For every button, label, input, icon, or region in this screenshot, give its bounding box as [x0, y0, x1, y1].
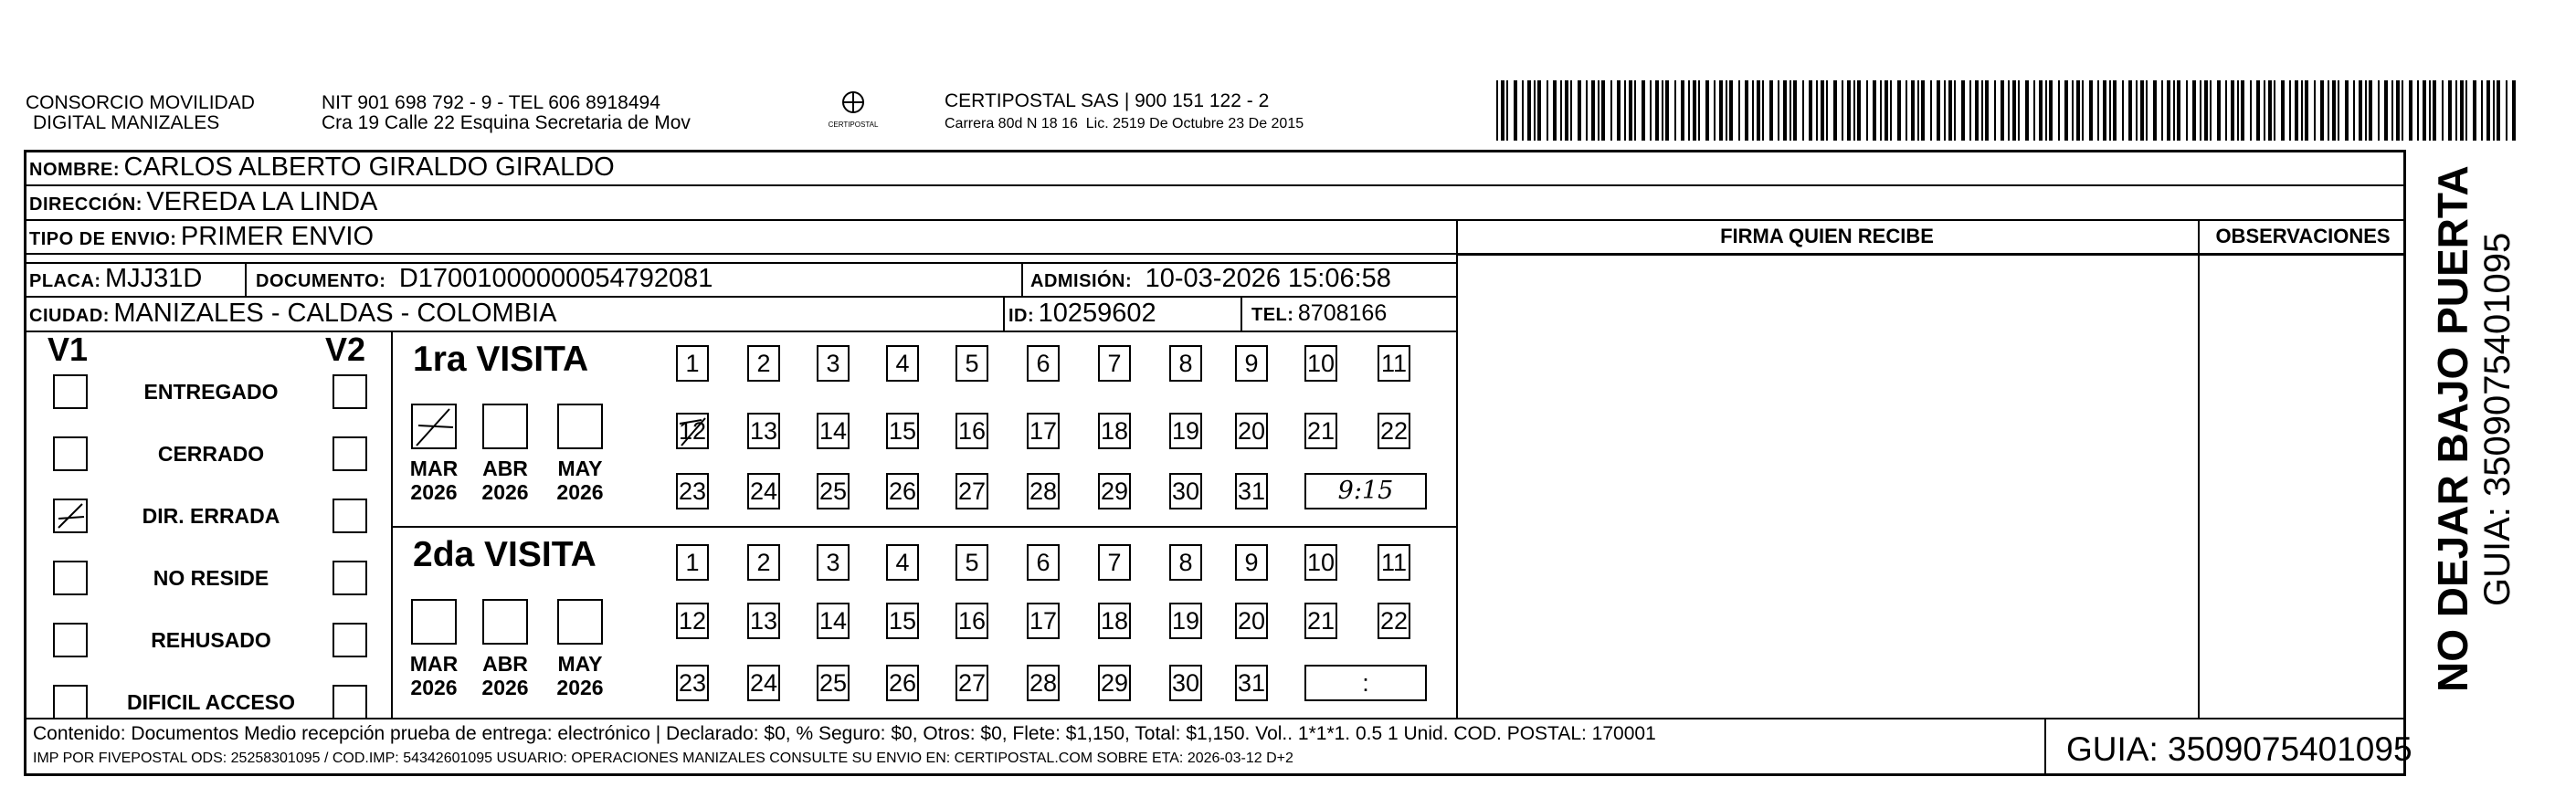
v1-header: V1 — [48, 331, 89, 368]
name-label: NOMBRE: — [29, 160, 121, 180]
visit2-day-box[interactable]: 29 — [1098, 665, 1131, 701]
sender-name-line2: DIGITAL MANIZALES — [33, 112, 220, 133]
visit1-day-box[interactable]: 15 — [886, 413, 919, 449]
visit2-month-label: ABR — [482, 652, 528, 676]
admission-row — [1030, 263, 1391, 299]
visit1-day-box[interactable]: 13 — [747, 413, 780, 449]
visit1-day-box[interactable]: 14 — [817, 413, 850, 449]
visit2-month-label: MAY — [557, 652, 603, 676]
visit2-day-box[interactable]: 17 — [1027, 603, 1060, 639]
visit1-year-label: 2026 — [556, 480, 604, 504]
visit1-day-box[interactable]: 4 — [886, 345, 919, 382]
visit1-day-box[interactable]: 30 — [1169, 473, 1202, 509]
visit1-day-box[interactable]: 2 — [747, 345, 780, 382]
plate-row — [29, 263, 202, 299]
courier-line: CERTIPOSTAL SAS | 900 151 122 - 2 — [945, 90, 1270, 111]
visit1-day-box[interactable]: 25 — [817, 473, 850, 509]
city-value: MANIZALES - CALDAS - COLOMBIA — [113, 299, 557, 328]
visit1-month-label: MAR — [409, 457, 459, 480]
logo-text: CERTIPOSTAL — [828, 121, 879, 129]
visit1-day-box[interactable]: 6 — [1027, 345, 1060, 382]
document-value: D17001000000054792081 — [398, 264, 713, 293]
city-row — [29, 298, 556, 333]
col-divider — [1456, 219, 1458, 718]
visit1-day-box[interactable]: 7 — [1098, 345, 1131, 382]
visit2-year-label: 2026 — [410, 676, 458, 699]
admission-value: 10-03-2026 15:06:58 — [1145, 264, 1391, 293]
name-row — [29, 152, 615, 187]
col-divider — [2198, 219, 2200, 718]
row-divider — [26, 219, 2406, 221]
sender-name-line1: CONSORCIO MOVILIDAD — [26, 92, 255, 113]
visit2-time-box[interactable]: : — [1304, 665, 1427, 701]
courier-address: Carrera 80d N 18 16 Lic. 2519 De Octubre 23 De 2015 — [945, 116, 1304, 131]
v2-checkbox-1[interactable] — [333, 374, 367, 409]
tel-row — [1251, 298, 1387, 332]
visit2-year-label: 2026 — [556, 676, 604, 699]
visit2-day-box[interactable]: 3 — [817, 544, 850, 581]
visit1-day-box[interactable]: 9 — [1235, 345, 1268, 382]
tel-value: 8708166 — [1297, 300, 1388, 326]
document-label: DOCUMENTO: — [256, 271, 386, 291]
v1-checkbox-3[interactable] — [53, 499, 88, 533]
visit1-title: 1ra VISITA — [413, 340, 589, 379]
v2-checkbox-6[interactable] — [333, 685, 367, 719]
visit1-day-box[interactable]: 17 — [1027, 413, 1060, 449]
sender-address-line: Cra 19 Calle 22 Esquina Secretaria de Mov — [322, 112, 691, 133]
visit2-day-box[interactable]: 6 — [1027, 544, 1060, 581]
col-divider — [245, 262, 247, 296]
visit2-day-box[interactable]: 16 — [955, 603, 988, 639]
visit1-day-box[interactable]: 27 — [955, 473, 988, 509]
v1-checkbox-2[interactable] — [53, 436, 88, 471]
visit1-day-box[interactable]: 16 — [955, 413, 988, 449]
col-divider — [2044, 718, 2046, 776]
visit1-day-box[interactable]: 3 — [817, 345, 850, 382]
v2-checkbox-4[interactable] — [333, 561, 367, 595]
visit1-day-box[interactable]: 11 — [1378, 345, 1410, 382]
visit2-day-box[interactable]: 4 — [886, 544, 919, 581]
visit2-day-box[interactable]: 28 — [1027, 665, 1060, 701]
visit1-month-label: ABR — [482, 457, 528, 480]
no-dejar-warning: NO DEJAR BAJO PUERTA — [2429, 165, 2476, 692]
v2-checkbox-2[interactable] — [333, 436, 367, 471]
side-guide-number: GUIA: 3509075401095 — [2477, 232, 2518, 606]
visit1-day-box[interactable]: 21 — [1304, 413, 1337, 449]
visit2-day-box[interactable]: 14 — [817, 603, 850, 639]
certipostal-logo — [828, 86, 879, 137]
shipping-type-label: TIPO DE ENVIO: — [29, 229, 177, 249]
visit2-day-box[interactable]: 2 — [747, 544, 780, 581]
visit2-day-box[interactable]: 9 — [1235, 544, 1268, 581]
nit-line: NIT 901 698 792 - 9 - TEL 606 8918494 — [322, 92, 660, 113]
col-divider — [391, 331, 393, 718]
print-line: IMP POR FIVEPOSTAL ODS: 25258301095 / COD.IMP: 54342601095 USUARIO: OPERACIONES MANIZALES CONSULTE SU ENVIO EN: CERTIPOSTAL.COM SOBRE ETA: 2026-03-12 D+2 — [33, 751, 1293, 766]
v1-checkbox-6[interactable] — [53, 685, 88, 719]
visit1-day-box[interactable]: 26 — [886, 473, 919, 509]
visit1-day-box[interactable]: 8 — [1169, 345, 1202, 382]
visit1-time-box[interactable]: 9:15 — [1304, 473, 1427, 509]
address-value: VEREDA LA LINDA — [146, 187, 378, 216]
address-label: DIRECCIÓN: — [29, 194, 143, 215]
visit1-day-box[interactable]: 22 — [1378, 413, 1410, 449]
visit1-year-label: 2026 — [481, 480, 529, 504]
v1-checkbox-5[interactable] — [53, 623, 88, 657]
visit1-day-box[interactable]: 29 — [1098, 473, 1131, 509]
content-line: Contenido: Documentos Medio recepción prueba de entrega: electrónico | Declarado: $0, % Seguro: $0, Otros: $0, Flete: $1,150, Total: $1,150. Vol.. 1*1*1. 0.5 1 Unid. COD. POSTAL: 170001 — [33, 723, 1656, 744]
visit1-month-box[interactable] — [482, 404, 528, 449]
v2-header: V2 — [325, 331, 366, 368]
visit1-day-box[interactable]: 12 — [676, 413, 709, 449]
visit2-day-box[interactable]: 19 — [1169, 603, 1202, 639]
visit1-year-label: 2026 — [410, 480, 458, 504]
visit1-day-box[interactable]: 20 — [1235, 413, 1268, 449]
status-label: DIFICIL ACCESO — [126, 690, 295, 714]
address-row — [29, 186, 377, 222]
visit2-day-box[interactable]: 10 — [1304, 544, 1337, 581]
visit2-day-box[interactable]: 22 — [1378, 603, 1410, 639]
visit1-day-box[interactable]: 31 — [1235, 473, 1268, 509]
footer-guide-number: GUIA: 3509075401095 — [2066, 730, 2412, 768]
id-label: ID: — [1008, 306, 1035, 326]
visit-divider — [391, 526, 1456, 528]
shipping-type-value: PRIMER ENVIO — [180, 222, 375, 251]
visit2-day-box[interactable]: 24 — [747, 665, 780, 701]
visit2-day-box[interactable]: 31 — [1235, 665, 1268, 701]
status-label: DIR. ERRADA — [142, 504, 280, 528]
visit2-day-box[interactable]: 1 — [676, 544, 709, 581]
visit1-month-box[interactable] — [411, 404, 457, 449]
visit2-day-box[interactable]: 30 — [1169, 665, 1202, 701]
visit2-day-box[interactable]: 25 — [817, 665, 850, 701]
visit2-day-box[interactable]: 11 — [1378, 544, 1410, 581]
visit1-day-box[interactable]: 23 — [676, 473, 709, 509]
status-label: CERRADO — [157, 442, 265, 466]
barcode — [1496, 80, 2519, 141]
col-divider — [1240, 296, 1242, 331]
signature-header: FIRMA QUIEN RECIBE — [1720, 225, 1934, 247]
visit1-day-box[interactable]: 28 — [1027, 473, 1060, 509]
visit2-year-label: 2026 — [481, 676, 529, 699]
visit2-day-box[interactable]: 21 — [1304, 603, 1337, 639]
row-divider — [1456, 254, 2406, 256]
visit2-day-box[interactable]: 27 — [955, 665, 988, 701]
tel-label: TEL: — [1251, 305, 1294, 325]
visit2-month-box[interactable] — [411, 599, 457, 645]
shipping-type-row — [29, 221, 374, 257]
v2-checkbox-3[interactable] — [333, 499, 367, 533]
visit2-month-box[interactable] — [482, 599, 528, 645]
document-row — [256, 263, 713, 299]
visit1-day-box[interactable]: 19 — [1169, 413, 1202, 449]
visit2-day-box[interactable]: 18 — [1098, 603, 1131, 639]
visit1-day-box[interactable]: 18 — [1098, 413, 1131, 449]
city-label: CIUDAD: — [29, 306, 110, 326]
visit2-day-box[interactable]: 7 — [1098, 544, 1131, 581]
status-label: ENTREGADO — [143, 380, 279, 404]
status-label: REHUSADO — [151, 628, 271, 652]
visit2-day-box[interactable]: 13 — [747, 603, 780, 639]
id-row — [1008, 298, 1156, 333]
visit1-month-box[interactable] — [557, 404, 603, 449]
observations-header: OBSERVACIONES — [2215, 225, 2391, 247]
visit2-day-box[interactable]: 20 — [1235, 603, 1268, 639]
visit2-month-box[interactable] — [557, 599, 603, 645]
visit2-day-box[interactable]: 12 — [676, 603, 709, 639]
visit2-day-box[interactable]: 8 — [1169, 544, 1202, 581]
id-value: 10259602 — [1038, 299, 1156, 328]
plate-value: MJJ31D — [105, 264, 203, 293]
visit1-day-box[interactable]: 5 — [955, 345, 988, 382]
visit2-month-label: MAR — [409, 652, 459, 676]
visit1-day-box[interactable]: 1 — [676, 345, 709, 382]
visit1-month-label: MAY — [557, 457, 603, 480]
visit2-day-box[interactable]: 5 — [955, 544, 988, 581]
name-value: CARLOS ALBERTO GIRALDO GIRALDO — [123, 152, 615, 182]
visit2-day-box[interactable]: 23 — [676, 665, 709, 701]
visit1-day-box[interactable]: 24 — [747, 473, 780, 509]
visit1-day-box[interactable]: 10 — [1304, 345, 1337, 382]
v1-checkbox-4[interactable] — [53, 561, 88, 595]
admission-label: ADMISIÓN: — [1030, 271, 1133, 291]
footer-divider — [26, 718, 2406, 719]
v2-checkbox-5[interactable] — [333, 623, 367, 657]
col-divider — [1003, 296, 1005, 331]
v1-checkbox-1[interactable] — [53, 374, 88, 409]
visit1-day-mark — [678, 415, 709, 449]
visit2-day-box[interactable]: 15 — [886, 603, 919, 639]
status-label: NO RESIDE — [153, 566, 269, 590]
plate-label: PLACA: — [29, 271, 101, 291]
col-divider — [1021, 262, 1023, 296]
visit2-day-box[interactable]: 26 — [886, 665, 919, 701]
visit2-title: 2da VISITA — [413, 535, 596, 574]
